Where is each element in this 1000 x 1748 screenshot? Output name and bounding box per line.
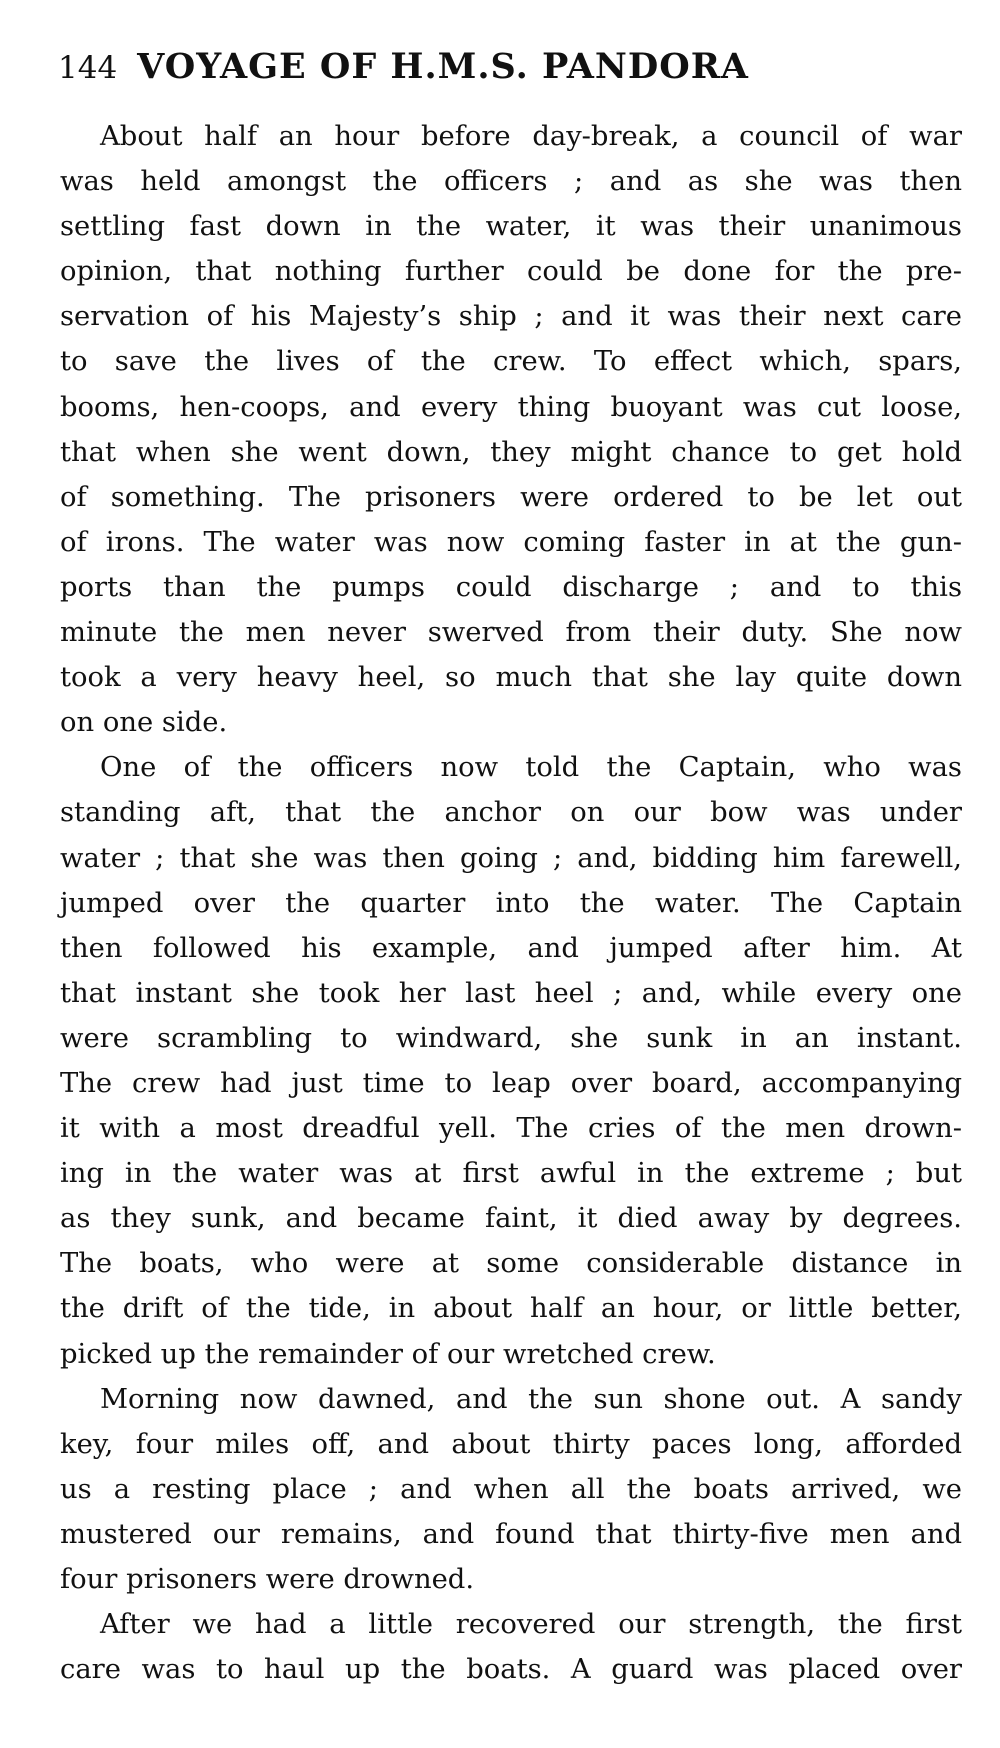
text-line: four prisoners were drowned. xyxy=(60,1564,475,1595)
text-line: as they sunk, and became faint, it died away by degrees. xyxy=(60,1203,962,1235)
text-line: took a very heavy heel, so much that she lay quite down xyxy=(60,662,962,694)
paragraph xyxy=(60,1602,962,1692)
paragraph xyxy=(60,1377,962,1602)
text-line: of irons. The water was now coming faster in at the gun- xyxy=(60,526,962,558)
text-line: was held amongst the officers ; and as she was then xyxy=(60,166,962,198)
text-line: to save the lives of the crew. To effect which, spars, xyxy=(60,346,962,378)
text-line: mustered our remains, and found that thirty-five men and xyxy=(60,1518,962,1550)
text-line: us a resting place ; and when all the boats arrived, we xyxy=(60,1473,962,1505)
text-line: it with a most dreadful yell. The cries of the men drown- xyxy=(60,1113,962,1145)
text-line: One of the officers now told the Captain, who was xyxy=(100,752,962,784)
text-line: picked up the remainder of our wretched crew. xyxy=(60,1338,716,1370)
page-number: 144 xyxy=(58,50,118,86)
text-line: settling fast down in the water, it was their unanimous xyxy=(60,211,962,243)
text-line: The crew had just time to leap over board, accompanying xyxy=(60,1067,962,1099)
text-line: minute the men never swerved from their duty. She now xyxy=(60,617,962,649)
text-line: Morning now dawned, and the sun shone out. A sandy xyxy=(100,1383,962,1415)
text-line: were scrambling to windward, she sunk in an instant. xyxy=(60,1022,962,1054)
text-line: After we had a little recovered our strength, the first xyxy=(100,1609,962,1641)
running-title: VOYAGE OF H.M.S. PANDORA xyxy=(137,46,749,87)
text-line: standing aft, that the anchor on our bow was under xyxy=(60,797,962,829)
text-line: on one side. xyxy=(60,707,228,739)
text-line: key, four miles off, and about thirty paces long, afforded xyxy=(60,1428,962,1460)
text-line: jumped over the quarter into the water. The Captain xyxy=(60,887,962,919)
running-head xyxy=(58,46,958,96)
text-line: that instant she took her last heel ; and, while every one xyxy=(60,977,962,1009)
paragraph xyxy=(60,745,962,1376)
text-line: care was to haul up the boats. A guard was placed over xyxy=(60,1654,962,1686)
text-line: ports than the pumps could discharge ; and to this xyxy=(60,571,962,603)
text-line: the drift of the tide, in about half an hour, or little better, xyxy=(60,1293,962,1325)
text-line: then followed his example, and jumped after him. At xyxy=(60,932,962,964)
paragraph xyxy=(60,114,962,745)
text-line: servation of his Majesty’s ship ; and it was their next care xyxy=(60,301,962,333)
text-line: opinion, that nothing further could be done for the pre- xyxy=(60,256,962,288)
text-line: of something. The prisoners were ordered to be let out xyxy=(60,481,962,513)
text-line: that when she went down, they might chance to get hold xyxy=(60,436,962,468)
text-line: The boats, who were at some considerable distance in xyxy=(60,1248,962,1280)
text-line: About half an hour before day-break, a council of war xyxy=(100,121,962,152)
body-text xyxy=(60,114,962,1692)
text-line: water ; that she was then going ; and, bidding him farewell, xyxy=(60,842,962,874)
text-line: ing in the water was at first awful in the extreme ; but xyxy=(60,1158,962,1190)
text-line: booms, hen-coops, and every thing buoyant was cut loose, xyxy=(60,391,962,423)
